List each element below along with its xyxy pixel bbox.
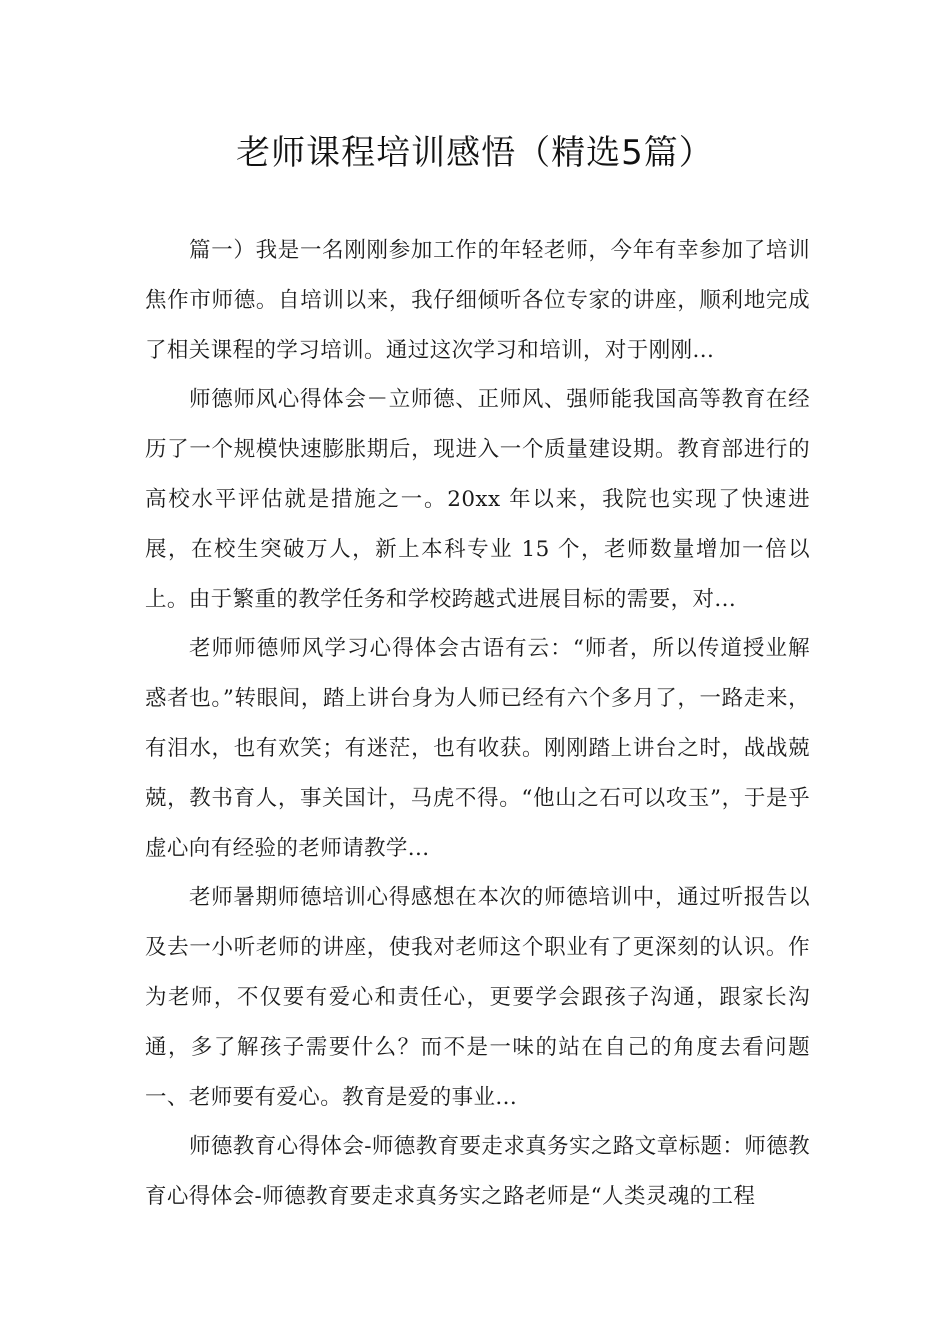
paragraph-5: 师德教育心得体会-师德教育要走求真务实之路文章标题：师德教育心得体会-师德教育要走求真务实之路老师是“人类灵魂的工程 — [145, 1134, 810, 1210]
paragraph-2: 师德师风心得体会－立师德、正师风、强师能我国高等教育在经历了一个规模快速膨胀期后，现进入一个质量建设期。教育部进行的高校水平评估就是措施之一。20xx 年以来，我院也实现了快速进展，在校生突破万人，新上本科专业 15 个，老师数量增加一倍以上。由于繁重的教学任务和学校跨越式进展目标的需要，对... — [145, 387, 810, 612]
paragraph-3: 老师师德师风学习心得体会古语有云：“师者，所以传道授业解惑者也。”转眼间，踏上讲台身为人师已经有六个多月了，一路走来，有泪水，也有欢笑；有迷茫，也有收获。刚刚踏上讲台之时，战战兢兢，教书育人，事关国计，马虎不得。“他山之石可以攻玉”，于是乎虚心向有经验的老师请教学... — [145, 636, 810, 861]
paragraph-4: 老师暑期师德培训心得感想在本次的师德培训中，通过听报告以及去一小听老师的讲座，使我对老师这个职业有了更深刻的认识。作为老师，不仅要有爱心和责任心，更要学会跟孩子沟通，跟家长沟通，多了解孩子需要什么？而不是一味的站在自己的角度去看问题一、老师要有爱心。教育是爱的事业... — [145, 885, 810, 1110]
paragraph-1: 篇一）我是一名刚刚参加工作的年轻老师，今年有幸参加了培训焦作市师德。自培训以来，我仔细倾听各位专家的讲座，顺利地完成了相关课程的学习培训。通过这次学习和培训，对于刚刚... — [145, 238, 810, 363]
document-body — [145, 226, 810, 1222]
document-title: 老师课程培训感悟（精选5篇） — [236, 133, 714, 173]
